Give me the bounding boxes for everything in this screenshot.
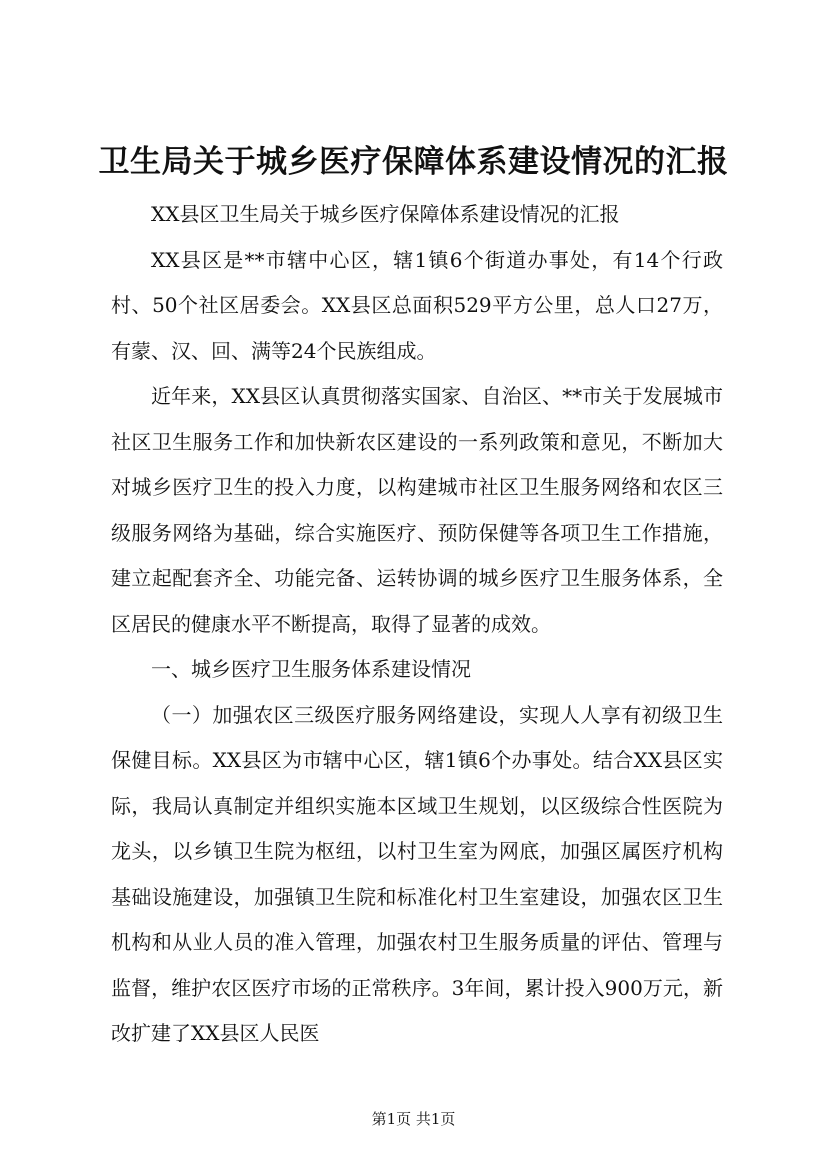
page-number-footer: 第1页 共1页: [371, 1110, 456, 1128]
section-heading: 一、城乡医疗卫生服务体系建设情况: [151, 657, 471, 681]
paragraph-achievements: 近年来，XX县区认真贯彻落实国家、自治区、**市关于发展城市社区卫生服务工作和加快新农区建设的一系列政策和意见，不断加大对城乡医疗卫生的投入力度，以构建城市社区卫生服务网络和农区三级服务网络为基础，综合实施医疗、预防保健等各项卫生工作措施，建立起配套齐全、功能完备、运转协调的城乡医疗卫生服务体系，全区居民的健康水平不断提高，取得了显著的成效。: [111, 384, 723, 636]
paragraph-network-construction: （一）加强农区三级医疗服务网络建设，实现人人享有初级卫生保健目标。XX县区为市辖中心区，辖1镇6个办事处。结合XX县区实际，我局认真制定并组织实施本区域卫生规划，以区级综合性医院为龙头，以乡镇卫生院为枢纽，以村卫生室为网底，加强区属医疗机构基础设施建设，加强镇卫生院和标准化村卫生室建设，加强农区卫生机构和从业人员的准入管理，加强农村卫生服务质量的评估、管理与监督，维护农区医疗市场的正常秩序。3年间，累计投入900万元，新改扩建了XX县区人民医: [111, 702, 723, 1045]
document-subtitle: XX县区卫生局关于城乡医疗保障体系建设情况的汇报: [151, 202, 620, 226]
paragraph-overview: XX县区是**市辖中心区，辖1镇6个街道办事处，有14个行政村、50个社区居委会。XX县区总面积529平方公里，总人口27万，有蒙、汉、回、满等24个民族组成。: [111, 247, 723, 363]
document-body: [111, 192, 723, 1057]
document-title: 卫生局关于城乡医疗保障体系建设情况的汇报: [98, 144, 729, 180]
